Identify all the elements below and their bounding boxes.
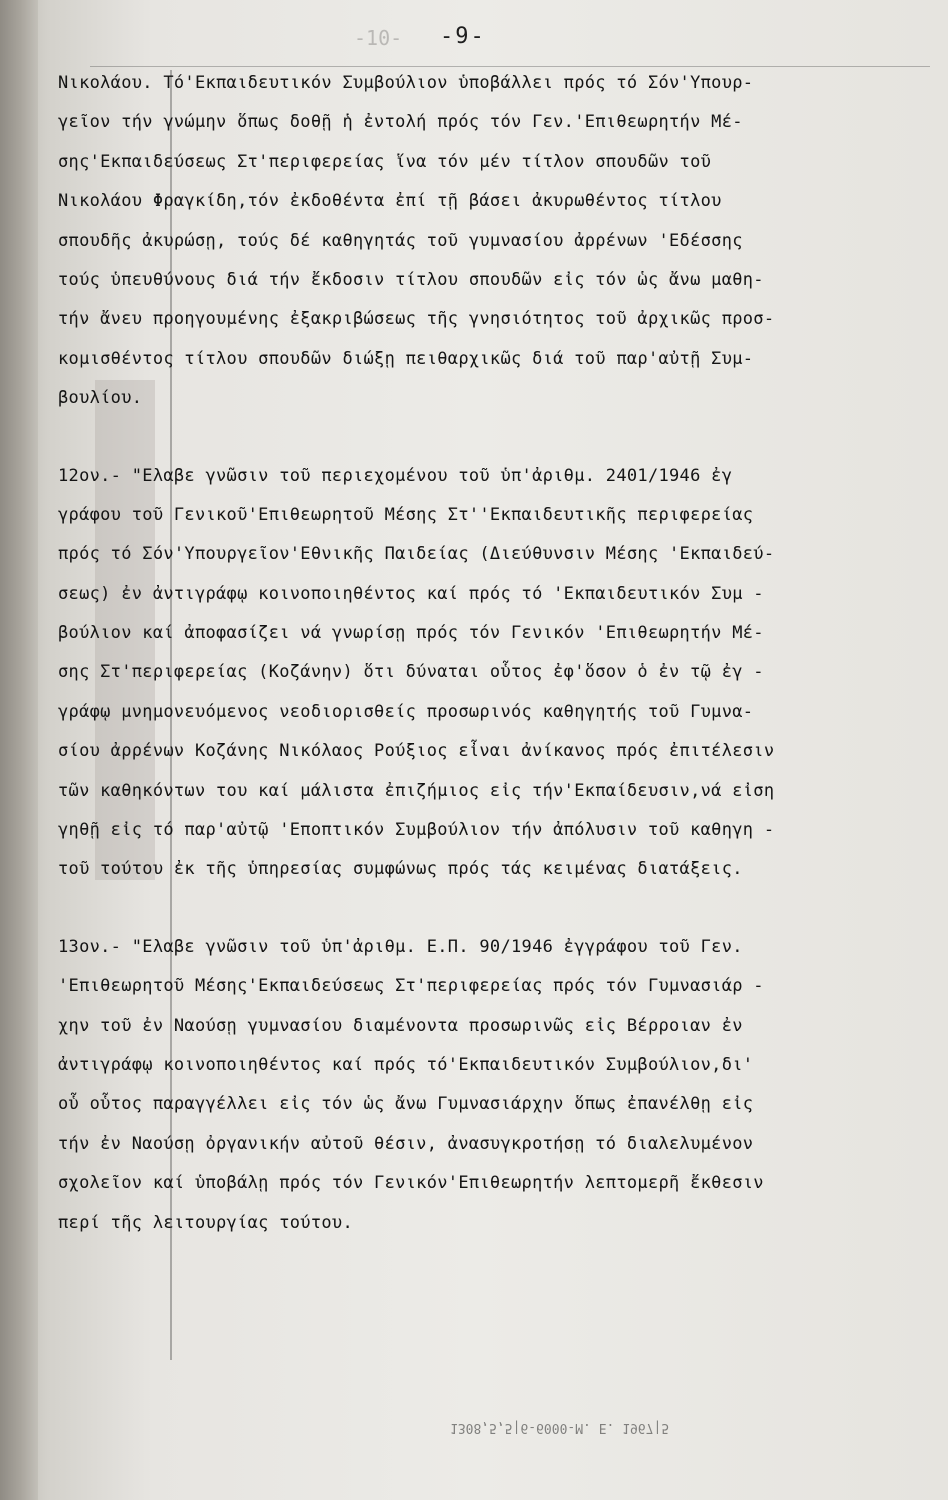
text-line: βούλιον καί ἀποφασίζει νά γνωρίσῃ πρός τόν Γενικόν 'Επιθεωρητήν Μέ- xyxy=(58,623,764,644)
text-line: πρός τό Σόν'Υπουργεῖον'Εθνικῆς Παιδείας (Διεύθυνσιν Μέσης 'Εκπαιδεύ- xyxy=(58,544,775,565)
document-body xyxy=(58,64,930,1243)
text-line: ἀντιγράφῳ κοινοποιηθέντος καί πρός τό'Εκπαιδευτικόν Συμβούλιον,δι' xyxy=(58,1054,754,1075)
text-line: βουλίου. xyxy=(58,388,143,409)
text-line: γεῖον τήν γνώμην ὅπως δοθῇ ἡ ἐντολή πρός τόν Γεν.'Επιθεωρητήν Μέ- xyxy=(58,112,743,133)
section-gap xyxy=(58,890,930,928)
text-line: γηθῇ εἰς τό παρ'αὐτῷ 'Εποπτικόν Συμβούλιον τήν ἀπόλυσιν τοῦ καθηγη - xyxy=(58,820,775,841)
text-line: σχολεῖον καί ὑποβάλῃ πρός τόν Γενικόν'Επιθεωρητήν λεπτομερῆ ἔκθεσιν xyxy=(58,1173,764,1194)
section-gap xyxy=(58,419,930,457)
text-line: γράφῳ μνημονευόμενος νεοδιορισθείς προσωρινός καθηγητής τοῦ Γυμνα- xyxy=(58,701,754,722)
page-number: -9- xyxy=(440,24,486,49)
text-line: χην τοῦ ἐν Ναούσῃ γυμνασίου διαμένοντα προσωρινῶς εἰς Βέρροιαν ἐν xyxy=(58,1015,743,1036)
resolution-nikolaou xyxy=(58,64,930,419)
text-line: 13ον.- "Ελαβε γνῶσιν τοῦ ὑπ'ἀριθμ. Ε.Π. 90/1946 ἐγγράφου τοῦ Γεν. xyxy=(58,936,743,957)
text-line: γράφου τοῦ Γενικοῦ'Επιθεωρητοῦ Μέσης Στ''Εκπαιδευτικῆς περιφερείας xyxy=(58,504,754,525)
text-line: τοῦ τούτου ἐκ τῆς ὑπηρεσίας συμφώνως πρός τάς κειμένας διατάξεις. xyxy=(58,859,743,880)
footer-print-code: 1308,5,5|6-6000-M. E. 1967|5 xyxy=(450,1420,670,1435)
text-line: σπουδῆς ἀκυρώσῃ, τούς δέ καθηγητάς τοῦ γυμνασίου ἀρρένων 'Εδέσσης xyxy=(58,230,743,251)
text-line: τούς ὑπευθύνους διά τήν ἔκδοσιν τίτλου σπουδῶν εἰς τόν ὡς ἄνω μαθη- xyxy=(58,269,764,290)
text-line: σης Στ'περιφερείας (Κοζάνην) ὅτι δύναται οὗτος ἐφ'ὅσον ὁ ἐν τῷ ἐγ - xyxy=(58,662,764,683)
text-line: σίου ἀρρένων Κοζάνης Νικόλαος Ρούξιος εἶναι ἀνίκανος πρός ἐπιτέλεσιν xyxy=(58,741,775,762)
text-line: 'Επιθεωρητοῦ Μέσης'Εκπαιδεύσεως Στ'περιφερείας πρός τόν Γυμνασιάρ - xyxy=(58,976,764,997)
text-line: σης'Εκπαιδεύσεως Στ'περιφερείας ἵνα τόν μέν τίτλον σπουδῶν τοῦ xyxy=(58,151,712,172)
text-line: Νικολάου Φραγκίδη,τόν ἐκδοθέντα ἐπί τῇ βάσει ἀκυρωθέντος τίτλου xyxy=(58,191,722,212)
text-line: κομισθέντος τίτλου σπουδῶν διώξῃ πειθαρχικῶς διά τοῦ παρ'αὐτῇ Συμ- xyxy=(58,348,754,369)
text-line: τῶν καθηκόντων του καί μάλιστα ἐπιζήμιος εἰς τήν'Εκπαίδευσιν,νά εἰση xyxy=(58,780,775,801)
text-line: περί τῆς λειτουργίας τούτου. xyxy=(58,1212,353,1233)
text-line: τήν ἄνευ προηγουμένης ἐξακριβώσεως τῆς γνησιότητος τοῦ ἀρχικῶς προσ- xyxy=(58,309,775,330)
text-line: Νικολάου. Τό'Εκπαιδευτικόν Συμβούλιον ὑποβάλλει πρός τό Σόν'Υπουρ- xyxy=(58,73,754,93)
text-line: 12ον.- "Ελαβε γνῶσιν τοῦ περιεχομένου τοῦ ὑπ'ἀριθμ. 2401/1946 ἐγ xyxy=(58,465,733,486)
resolution-13 xyxy=(58,928,930,1243)
resolution-12 xyxy=(58,457,930,890)
text-line: σεως) ἐν ἀντιγράφῳ κοινοποιηθέντος καί πρός τό 'Εκπαιδευτικόν Συμ - xyxy=(58,583,764,604)
text-line: τήν ἐν Ναούσῃ ὀργανικήν αὐτοῦ θέσιν, ἀνασυγκροτήσῃ τό διαλελυμένον xyxy=(58,1133,754,1154)
ghost-page-number: -10- xyxy=(354,26,403,50)
binding-edge xyxy=(0,0,38,1500)
text-line: οὗ οὗτος παραγγέλλει εἰς τόν ὡς ἄνω Γυμνασιάρχην ὅπως ἐπανέλθῃ εἰς xyxy=(58,1094,754,1115)
